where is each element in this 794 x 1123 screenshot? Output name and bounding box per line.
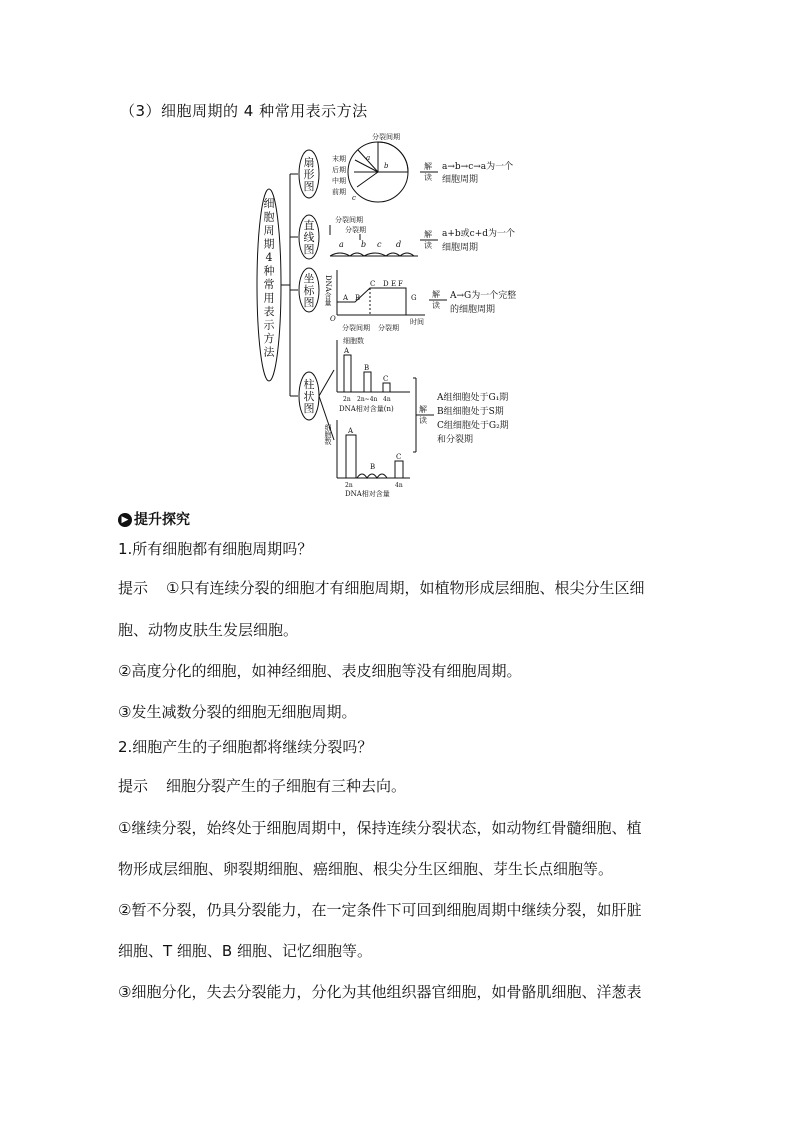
hint-2-point-2-line-1: ②暂不分裂，仍具分裂能力，在一定条件下可回到细胞周期中继续分裂，如肝脏 (118, 901, 642, 919)
hint-1-line-2: 胞、动物皮肤生发层细胞。 (118, 621, 299, 639)
play-icon: ▶ (118, 513, 132, 527)
hint-2-point-3-line-1: ③细胞分化，失去分裂能力，分化为其他组织器官细胞，如骨骼肌细胞、洋葱表 (118, 983, 642, 1001)
bar2-c (395, 461, 403, 478)
hint-2-point-1-line-1: ①继续分裂，始终处于细胞周期中，保持连续分裂状态，如动物红骨髓细胞、植 (118, 819, 642, 837)
fan-phase: 末期 (332, 155, 346, 163)
bar1-label: B (364, 364, 370, 372)
coord-explain-label: 解读 (432, 290, 440, 310)
branch-coord-label: 坐标图 (303, 272, 315, 309)
branch-line-label: 直线图 (303, 219, 315, 256)
bar1-label: C (383, 375, 389, 383)
bar1-tick: 4n (383, 396, 391, 403)
bar1-b (364, 372, 371, 392)
bar1-xlabel: DNA相对含量(n) (339, 405, 394, 413)
bar-explain-line: 和分裂期 (437, 435, 474, 445)
fan-letter: b (384, 162, 389, 170)
cell-cycle-diagram (0, 0, 794, 500)
coord-point: A (343, 294, 349, 302)
hint-1-line-1: 提示 ①只有连续分裂的细胞才有细胞周期，如植物形成层细胞、根尖分生区细 (118, 579, 645, 597)
bar1-tick: 2n (343, 396, 351, 403)
coord-xlabel: 时间 (410, 318, 424, 326)
bar2-label: A (348, 427, 354, 435)
bar2-xlabel: DNA相对含量 (345, 490, 390, 498)
bar-explain-line: A组细胞处于G₁期 (437, 393, 509, 403)
fan-chart (332, 132, 513, 202)
bar2-tick: 2n (345, 482, 353, 489)
bar-explain-line: B组细胞处于S期 (437, 407, 504, 417)
line-chart (330, 215, 515, 256)
bar2-label: B (370, 463, 376, 471)
hint-2-point-2-line-2: 细胞、T 细胞、B 细胞、记忆细胞等。 (118, 942, 372, 960)
bar-explain-label: 解读 (419, 405, 427, 425)
question-1: 1.所有细胞都有细胞周期吗？ (118, 540, 313, 558)
fan-explain-2: 细胞周期 (442, 175, 479, 185)
coord-point: B (355, 294, 361, 302)
line-letter: c (377, 240, 382, 249)
line-explain-2: 细胞周期 (442, 243, 479, 253)
line-label-1: 分裂间期 (335, 216, 363, 224)
coord-origin: O (330, 315, 336, 323)
coord-ylabel: DNA含量 (324, 275, 332, 306)
svg-text:细胞周期4种常用表示方法: 细胞周期 4 种常用表示方法 (263, 197, 275, 359)
bar2-ylabel: 细胞数 (324, 424, 332, 445)
fan-phase: 中期 (332, 177, 346, 185)
bar1-a (344, 355, 351, 392)
hint-1-point-2: ②高度分化的细胞，如神经细胞、表皮细胞等没有细胞周期。 (118, 662, 522, 680)
coord-x2: 分裂期 (378, 324, 399, 332)
coord-point: E (391, 280, 397, 288)
question-2: 2.细胞产生的子细胞都将继续分裂吗？ (118, 738, 373, 756)
root-label (264, 197, 276, 359)
fan-explain-1: a→b→c→a为一个 (442, 162, 514, 172)
bar-chart-2 (324, 420, 410, 498)
coord-point: C (370, 280, 376, 288)
bar1-c (383, 383, 390, 392)
fan-phase: 后期 (332, 166, 346, 174)
bar-chart-1 (337, 336, 410, 413)
fan-explain-label: 解读 (424, 162, 432, 182)
line-explain-label: 解读 (424, 230, 432, 250)
line-letter: a (339, 240, 344, 249)
bar2-a (346, 435, 356, 478)
bar-explain-line: C组细胞处于G₂期 (437, 421, 509, 431)
bar2-label: C (396, 453, 402, 461)
fan-top-label: 分裂间期 (372, 133, 400, 141)
bar1-ylabel: 细胞数 (343, 337, 364, 345)
bar2-b (357, 474, 387, 478)
bar1-label: A (344, 347, 350, 355)
line-label-2: 分裂期 (345, 226, 366, 234)
section-heading: （3）细胞周期的 4 种常用表示方法 (120, 102, 368, 120)
bar2-tick: 4n (395, 482, 403, 489)
fan-phase: 前期 (332, 188, 346, 196)
line-letter: d (396, 240, 402, 249)
fan-letter: c (352, 194, 356, 202)
coord-point: G (411, 294, 417, 302)
hint-2-point-1-line-2: 物形成层细胞、卵裂期细胞、癌细胞、根尖分生区细胞、芽生长点细胞等。 (118, 860, 614, 878)
line-explain-1: a+b或c+d为一个 (442, 229, 516, 239)
branch-fan-label: 扇形图 (303, 156, 315, 193)
coord-explain-1: A→G为一个完整 (450, 291, 517, 301)
coord-point: D (383, 280, 389, 288)
fan-letter: a (366, 154, 371, 162)
line-letter: b (361, 240, 367, 249)
coord-x1: 分裂间期 (342, 324, 370, 332)
hint-2: 提示 细胞分裂产生的子细胞有三种去向。 (118, 777, 407, 795)
coord-explain-2: 的细胞周期 (450, 305, 496, 315)
bar1-tick: 2n~4n (357, 396, 378, 403)
coord-chart (324, 270, 516, 332)
section-badge: ▶ 提升探究 (118, 509, 190, 529)
coord-point: F (398, 280, 403, 288)
hint-1-point-3: ③发生减数分裂的细胞无细胞周期。 (118, 703, 357, 721)
branch-bar-label: 柱状图 (303, 378, 315, 415)
